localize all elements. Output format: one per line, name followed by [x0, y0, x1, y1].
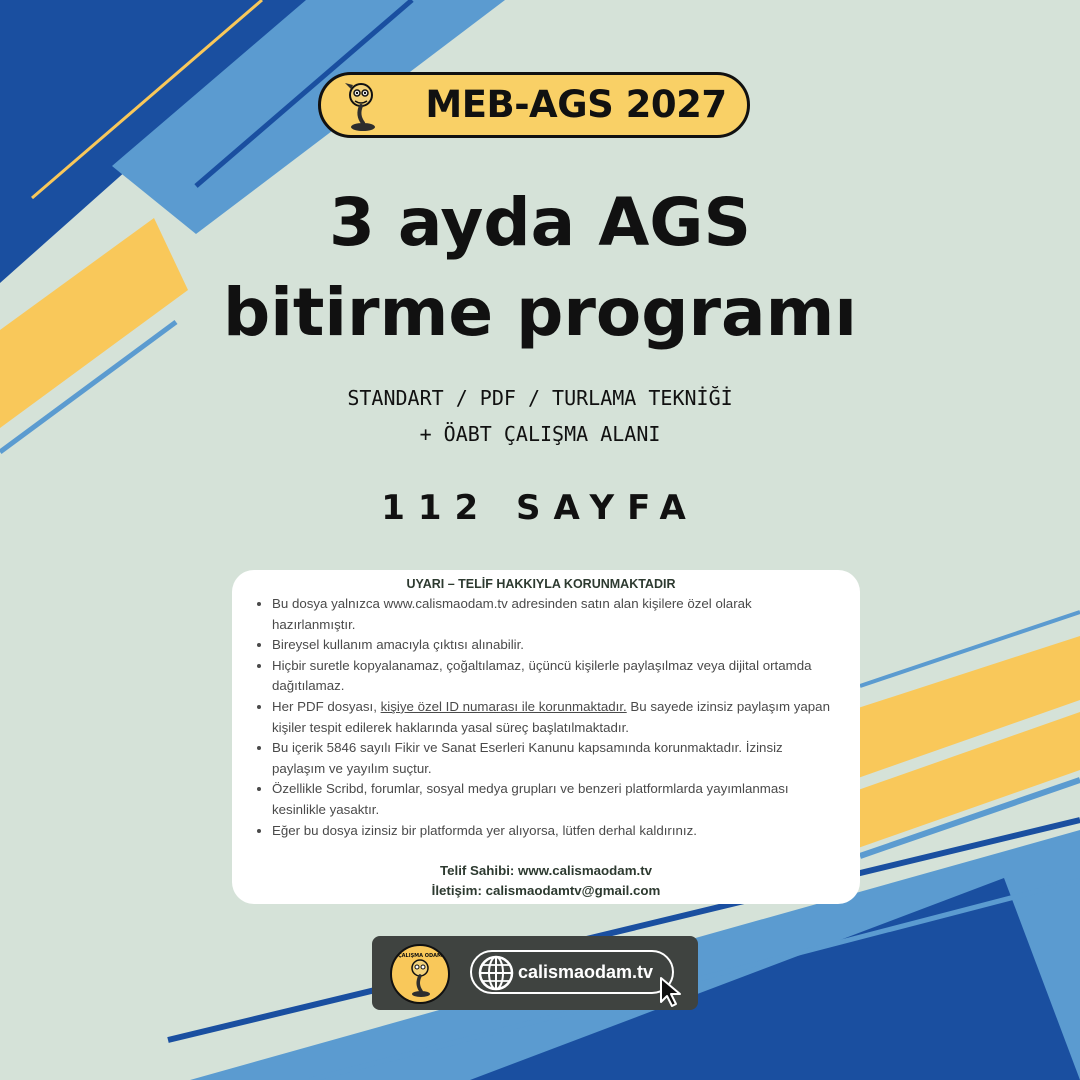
exam-badge-label: MEB-AGS 2027	[425, 83, 727, 126]
exam-badge	[318, 72, 750, 138]
notice-list	[254, 594, 838, 841]
title-line-2: bitirme programı	[223, 274, 857, 351]
notice-item-underlined: kişiye özel ID numarası ile korunmaktadır.	[380, 698, 627, 714]
page-count: 112 SAYFA	[381, 488, 699, 528]
page-title	[0, 178, 1080, 358]
notice-item-suffix: Bu sayede izinsiz paylaşım yapan kişiler tespit edilerek haklarında yasal süreç başlatılmaktadır.	[272, 698, 830, 735]
notice-item-prefix: Her PDF dosyası,	[272, 698, 381, 714]
website-url: calismaodam.tv	[518, 962, 654, 982]
notice-heading: UYARI – TELİF HAKKIYLA KORUNMAKTADIR	[406, 577, 676, 591]
website-link-button[interactable]	[470, 950, 674, 994]
copyright-notice-card	[232, 570, 860, 904]
notice-item: • Bu içerik 5846 sayılı Fikir ve Sanat Eserleri Kanunu kapsamında korunmaktadır. İzinsiz paylaşım ve yayılım suçtur.	[272, 738, 838, 779]
copyright-owner: Telif Sahibi: www.calismaodam.tv	[439, 863, 653, 879]
lamp-mascot-icon	[335, 79, 389, 133]
subtitle-line-1: STANDART / PDF / TURLAMA TEKNİĞİ	[347, 386, 733, 410]
subtitle-line-2: + ÖABT ÇALIŞMA ALANI	[419, 422, 661, 446]
notice-item: • Hiçbir suretle kopyalanamaz, çoğaltılamaz, üçüncü kişilerle paylaşılmaz veya dijital ortamda dağıtılamaz.	[272, 656, 838, 697]
notice-footer	[254, 861, 838, 901]
pointer-cursor-icon	[658, 976, 684, 1008]
website-bar	[372, 936, 698, 1010]
contact-email: İletişim: calismaodamtv@gmail.com	[431, 883, 661, 899]
title-line-1: 3 ayda AGS	[329, 184, 751, 261]
notice-item	[272, 697, 838, 738]
notice-item: • Bu dosya yalnızca www.calismaodam.tv adresinden satın alan kişilere özel olarak hazırlanmıştır.	[272, 594, 838, 635]
subtitle	[0, 380, 1080, 452]
logo-text: ÇALIŞMA ODAM	[397, 953, 443, 959]
notice-item: • Eğer bu dosya izinsiz bir platformda yer alıyorsa, lütfen derhal kaldırınız.	[272, 821, 838, 842]
notice-item: • Özellikle Scribd, forumlar, sosyal medya grupları ve benzeri platformlarda yayımlanması kesinlikle yasaktır.	[272, 779, 838, 820]
lamp-mascot-icon	[390, 944, 450, 1004]
notice-item: • Bireysel kullanım amacıyla çıktısı alınabilir.	[272, 635, 838, 656]
globe-icon	[478, 955, 514, 991]
